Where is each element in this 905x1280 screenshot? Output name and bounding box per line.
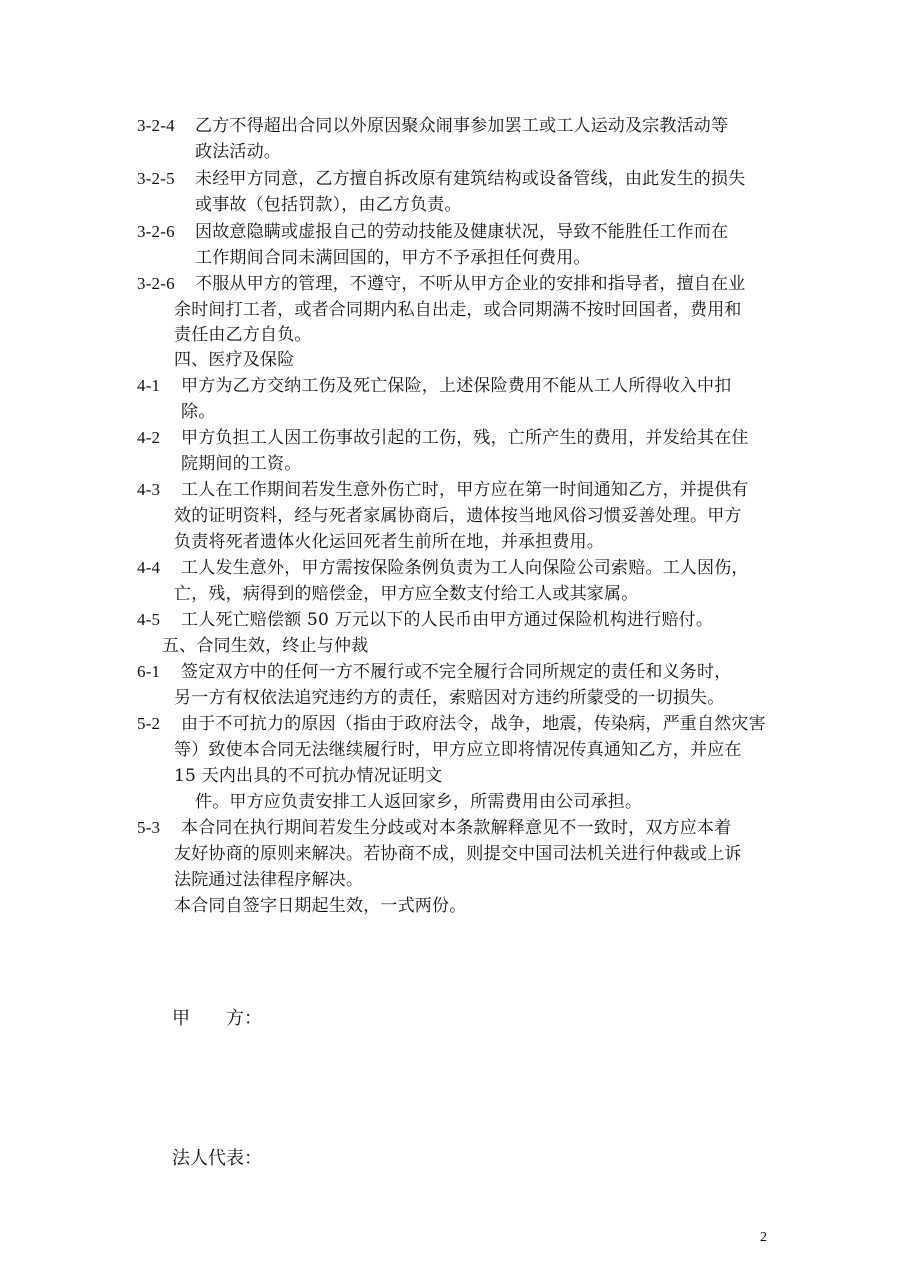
clause-number: 3-2-5 [137, 169, 175, 188]
clause-3-2-4-line1 [137, 113, 728, 139]
section-4-title: 四、医疗及保险 [174, 350, 295, 370]
clause-5-3-line3: 法院通过法律程序解决。 [174, 870, 364, 890]
clause-3-2-6a-line2: 工作期间合同未满回国的，甲方不予承担任何费用。 [195, 248, 591, 268]
clause-number: 3-2-6 [137, 274, 175, 293]
clause-3-2-5-line2: 或事故（包括罚款），由乙方负责。 [195, 195, 462, 215]
clause-text: 由于不可抗力的原因（指由于政府法令，战争，地震，传染病，严重自然灾害 [181, 714, 766, 734]
clause-3-2-6b-line2: 余时间打工者，或者合同期内私自出走，或合同期满不按时回国者，费用和 [174, 300, 742, 320]
clause-number: 4-4 [137, 558, 161, 577]
clause-4-3-line1 [137, 477, 749, 503]
closing-statement: 本合同自签字日期起生效，一式两份。 [174, 896, 467, 916]
clause-6-1-line2: 另一方有权依法追究违约方的责任，索赔因对方违约所蒙受的一切损失。 [174, 688, 725, 708]
clause-4-2-line1 [137, 425, 749, 451]
section-5-title: 五、合同生效，终止与仲裁 [162, 636, 369, 656]
clause-text: 甲方为乙方交纳工伤及死亡保险，上述保险费用不能从工人所得收入中扣 [181, 376, 732, 396]
clause-4-4-line2: 亡，残，病得到的赔偿金，甲方应全数支付给工人或其家属。 [174, 584, 639, 604]
clause-3-2-6b-line1 [137, 271, 745, 297]
party-a-label: 甲 方： [172, 1008, 262, 1029]
clause-4-1-line2: 除。 [181, 402, 216, 422]
clause-text: 因故意隐瞒或虚报自己的劳动技能及健康状况，导致不能胜任工作而在 [195, 222, 729, 242]
clause-3-2-6a-line1 [137, 219, 728, 245]
clause-5-3-line1 [137, 815, 731, 841]
clause-number: 5-2 [137, 714, 161, 733]
clause-5-2-line3: 15 天内出具的不可抗办情况证明文 [174, 766, 443, 786]
clause-5-2-line4: 件。甲方应负责安排工人返回家乡，所需费用由公司承担。 [195, 792, 643, 812]
clause-4-5-line1 [137, 607, 713, 633]
clause-text: 本合同在执行期间若发生分歧或对本条款解释意见不一致时，双方应本着 [181, 818, 732, 838]
clause-4-2-line2: 院期间的工资。 [181, 454, 302, 474]
clause-4-3-line3: 负责将死者遗体火化运回死者生前所在地，并承担费用。 [174, 532, 604, 552]
clause-5-2-line2: 等）致使本合同无法继续履行时，甲方应立即将情况传真通知乙方，并应在 [174, 740, 742, 760]
clause-text: 工人死亡赔偿额 50 万元以下的人民币由甲方通过保险机构进行赔付。 [181, 610, 714, 630]
clause-3-2-5-line1 [137, 166, 745, 192]
clause-4-3-line2: 效的证明资料，经与死者家属协商后，遗体按当地风俗习惯妥善处理。甲方 [174, 506, 742, 526]
legal-representative-label: 法人代表： [172, 1148, 262, 1169]
clause-number: 6-1 [137, 662, 161, 681]
clause-number: 4-1 [137, 376, 161, 395]
clause-4-1-line1 [137, 373, 731, 399]
clause-text: 甲方负担工人因工伤事故引起的工伤，残，亡所产生的费用，并发给其在住 [181, 428, 749, 448]
clause-text: 工人发生意外，甲方需按保险条例负责为工人向保险公司索赔。工人因伤， [181, 558, 749, 578]
page-number: 2 [760, 1230, 767, 1245]
clause-number: 4-5 [137, 610, 161, 629]
clause-text: 签定双方中的任何一方不履行或不完全履行合同所规定的责任和义务时， [181, 662, 732, 682]
clause-3-2-6b-line3: 责任由乙方自负。 [174, 325, 312, 345]
clause-number: 4-3 [137, 480, 161, 499]
clause-6-1-line1 [137, 659, 731, 685]
clause-number: 3-2-6 [137, 222, 175, 241]
clause-text: 不服从甲方的管理，不遵守，不听从甲方企业的安排和指导者，擅自在业 [195, 274, 746, 294]
clause-4-4-line1 [137, 555, 749, 581]
clause-text: 未经甲方同意，乙方擅自拆改原有建筑结构或设备管线，由此发生的损失 [195, 169, 746, 189]
clause-5-3-line2: 友好协商的原则来解决。若协商不成，则提交中国司法机关进行仲裁或上诉 [174, 844, 742, 864]
clause-text: 乙方不得超出合同以外原因聚众闹事参加罢工或工人运动及宗教活动等 [195, 116, 729, 136]
clause-3-2-4-line2: 政法活动。 [195, 142, 281, 162]
clause-number: 3-2-4 [137, 116, 175, 135]
clause-number: 5-3 [137, 818, 161, 837]
clause-number: 4-2 [137, 428, 161, 447]
clause-5-2-line1 [137, 711, 766, 737]
clause-text: 工人在工作期间若发生意外伤亡时，甲方应在第一时间通知乙方，并提供有 [181, 480, 749, 500]
